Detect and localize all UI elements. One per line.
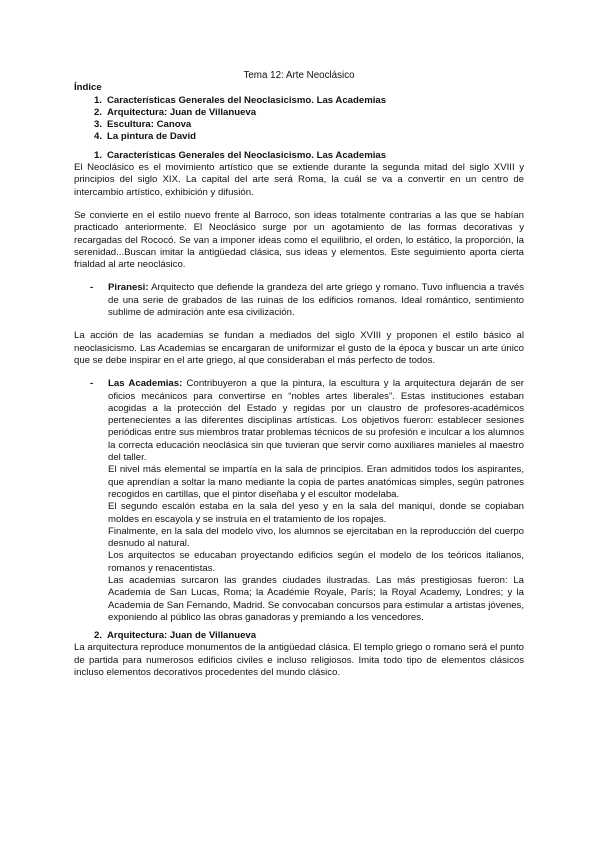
nivel-paragraph: El segundo escalón estaba en la sala del yeso y en la sala del maniquí, donde se copiaban moldes en escayola y se instruía en el tratamiento de los ropajes.	[108, 501, 524, 525]
bullet-dash: -	[90, 378, 94, 390]
document-page	[74, 70, 524, 679]
nivel-paragraph: Finalmente, en la sala del modelo vivo, los alumnos se ejercitaban en la reproducción del cuerpo desnudo al natural.	[108, 525, 524, 550]
section-1-paragraph: La acción de las academias se fundan a mediados del siglo XVIII y proponen el estilo básico al neoclasicismo. Las Academias se encargaran de uniformizar el gusto de la época y buscar un arte único que se debe inspirar en el arte griego, al que consideraban el más perfecto de todos.	[74, 330, 524, 366]
nivel-paragraph: El nivel más elemental se impartía en la sala de principios. Eran admitidos todos los aspirantes, que aprendían a soltar la mano mediante la copia de partes anatómicas simples, según patrones recogidos en cartillas, que el pintor diseñaba y el escultor modelaba.	[108, 464, 524, 500]
document-title: Tema 12: Arte Neoclásico	[243, 70, 355, 81]
bullet-piranesi	[90, 282, 524, 319]
index-item: 4. La pintura de David	[93, 131, 197, 143]
academias-text: Contribuyeron a que la pintura, la escultura y la arquitectura dejarán de ser oficios mecánicos para convertirse en “nobles artes liberales”. Estas instituciones estaban acogidas a la protección del Estado y regidas por un claustro de profesores-académicos pertenecientes a las diferentes disciplinas artísticas. Los objetivos fueron: establecer sesiones periódicas entre sus miembros tratar problemas técnicos de su profesión e inculcar a los alumnos la correcta educación neoclásica sin que tuvieran que servir como auxiliares manieles al maestro del taller.	[108, 378, 525, 464]
section-2-heading: 2. Arquitectura: Juan de Villanueva	[93, 630, 257, 642]
bullet-dash: -	[90, 282, 94, 294]
piranesi-text: Arquitecto que defiende la grandeza del arte griego y romano. Tuvo influencia a través de una serie de grabados de las ruinas de los edificios romanos. Ideal romántico, sentimiento sublime de admiración ante esa civilización.	[108, 282, 524, 319]
arquitectos-paragraph: Los arquitectos se educaban proyectando edificios según el modelo de los teóricos italianos, romanos y renacentistas.	[108, 550, 524, 574]
section-1-paragraph: El Neoclásico es el movimiento artístico que se extiende durante la segunda mitad del siglo XVIII y principios del siglo XIX. La capital del arte será Roma, la cuál se va a convertir en un centro de intercambio artístico, exhibición y difusión.	[74, 162, 524, 198]
academias-label: Las Academias:	[108, 378, 183, 390]
section-1-paragraph: Se convierte en el estilo nuevo frente al Barroco, son ideas totalmente contrarias a las que se habían practicado anteriormente. El Neoclásico surge por un agotamiento de las formas decorativas y recargadas del Rococó. Se van a imponer ideas como el equilibrio, el orden, lo estático, la proporción, la serenidad...Buscan imitar la antigüedad clásica, sus ideas y elementos. Este seguimiento aporta cierta frialdad al arte neoclásico.	[74, 209, 524, 271]
piranesi-label: Piranesi:	[108, 282, 149, 294]
section-2-paragraph: La arquitectura reproduce monumentos de la antigüedad clásica. El templo griego o romano será el punto de partida para numerosos edificios civiles e incluso religiosos. Imita todo tipo de elementos clásicos incluso elementos decorativos procedentes del mundo clásico.	[74, 642, 524, 679]
index-item: 1. Características Generales del Neoclasicismo. Las Academias	[93, 94, 387, 106]
index-label: Índice	[74, 82, 102, 94]
bullet-academias	[90, 378, 524, 624]
index-item: 2. Arquitectura: Juan de Villanueva	[93, 106, 257, 118]
section-1-heading: 1. Características Generales del Neoclasicismo. Las Academias	[93, 149, 387, 161]
index-list	[74, 95, 524, 144]
index-item: 3. Escultura: Canova	[93, 119, 192, 131]
surcaron-paragraph: Las academias surcaron las grandes ciudades ilustradas. Las más prestigiosas fueron: La Academia de San Lucas, Roma; la Académie Royale, París; la Royal Academy, Londres; y la Academia de San Fernando, Madrid. Se convocaban concursos para estimular a artistas jóvenes, exponiendo al público las obras ganadoras y premiando a los vencedores.	[108, 574, 524, 623]
